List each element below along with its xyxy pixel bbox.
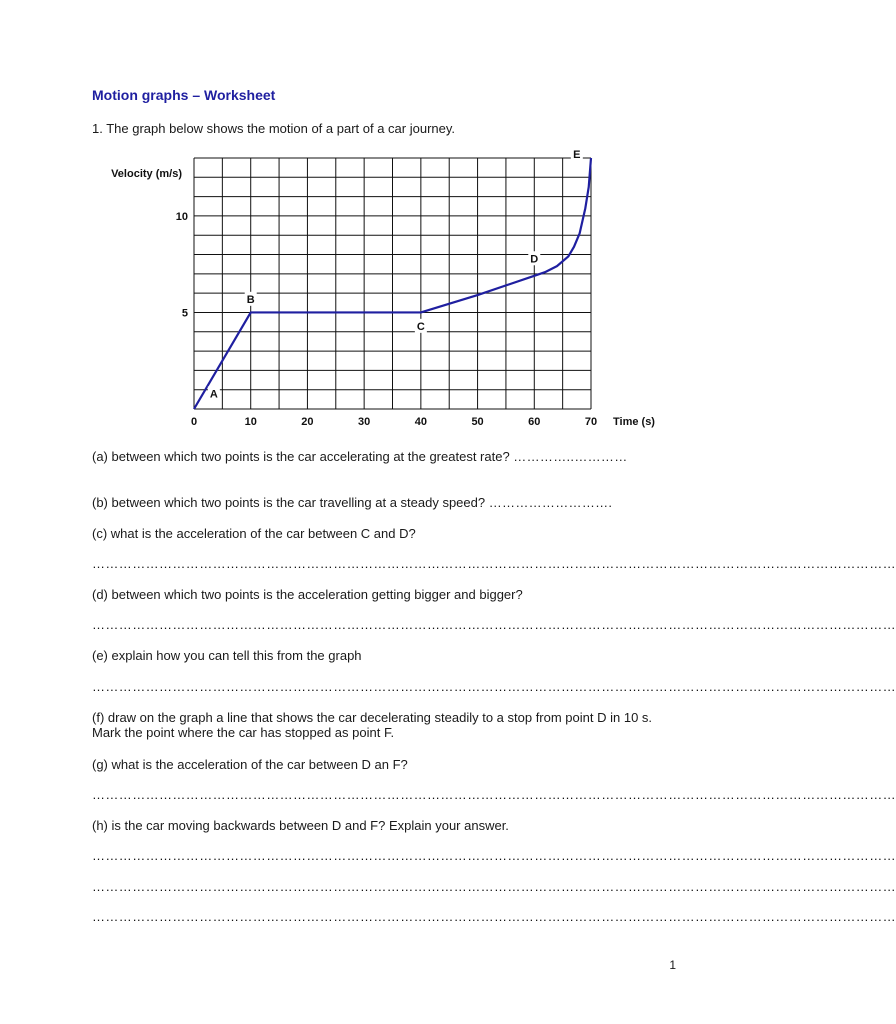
x-tick-label: 40	[414, 416, 427, 428]
answer-line-e[interactable]: ………………………………………………………………………………………………………………………………………………………………	[92, 679, 896, 694]
point-label-b: B	[246, 293, 255, 306]
question-e: (e) explain how you can tell this from the graph	[92, 648, 362, 663]
y-tick-label: 5	[181, 307, 188, 320]
answer-line-c[interactable]: ………………………………………………………………………………………………………………………………………………………………	[92, 556, 896, 571]
question-c: (c) what is the acceleration of the car between C and D?	[92, 526, 416, 541]
velocity-time-graph	[0, 0, 768, 440]
x-axis-label: Time (s)	[613, 416, 655, 428]
question-b	[92, 495, 682, 510]
point-label-e: E	[573, 149, 581, 161]
point-label-c: C	[416, 320, 425, 333]
point-label-d: D	[530, 253, 539, 266]
page-number: 1	[669, 958, 676, 972]
x-tick-label: 60	[528, 416, 541, 428]
graph-axis-labels	[111, 168, 655, 428]
y-axis-label: Velocity (m/s)	[111, 168, 182, 180]
answer-line-d[interactable]: ………………………………………………………………………………………………………………………………………………………………	[92, 617, 896, 632]
question-d: (d) between which two points is the acceleration getting bigger and bigger?	[92, 587, 523, 602]
question-b-text: (b) between which two points is the car travelling at a steady speed?	[92, 495, 486, 510]
x-tick-label: 10	[244, 416, 257, 428]
x-tick-label: 20	[301, 416, 314, 428]
x-tick-label: 70	[584, 416, 598, 428]
x-tick-label: 0	[190, 416, 198, 428]
answer-line-h-1[interactable]: ………………………………………………………………………………………………………………………………………………………………	[92, 848, 896, 863]
answer-line-b[interactable]: ……………………….	[488, 495, 613, 510]
question-1-intro: 1. The graph below shows the motion of a part of a car journey.	[92, 121, 456, 136]
question-h: (h) is the car moving backwards between D and F? Explain your answer.	[92, 818, 509, 833]
question-a-text: (a) between which two points is the car accelerating at the greatest rate?	[92, 449, 510, 464]
y-tick-label: 10	[175, 210, 188, 223]
answer-line-a[interactable]: …………..…………	[513, 449, 628, 464]
x-tick-label: 50	[471, 416, 484, 428]
graph-grid	[194, 158, 591, 409]
question-g: (g) what is the acceleration of the car between D an F?	[92, 757, 408, 772]
question-a	[92, 449, 682, 464]
page-title: Motion graphs – Worksheet	[92, 87, 276, 103]
answer-line-h-2[interactable]: ………………………………………………………………………………………………………………………………………………………………	[92, 879, 896, 894]
answer-line-h-3[interactable]: ………………………………………………………………………………………………………………………………………………………………	[92, 909, 896, 924]
answer-line-g[interactable]: ………………………………………………………………………………………………………………………………………………………………	[92, 787, 896, 802]
x-tick-label: 30	[358, 416, 371, 428]
question-f: (f) draw on the graph a line that shows the car decelerating steadily to a stop from point D in 10 s. Mark the point where the car has stopped as point F.	[92, 710, 653, 740]
point-label-a: A	[209, 388, 218, 401]
